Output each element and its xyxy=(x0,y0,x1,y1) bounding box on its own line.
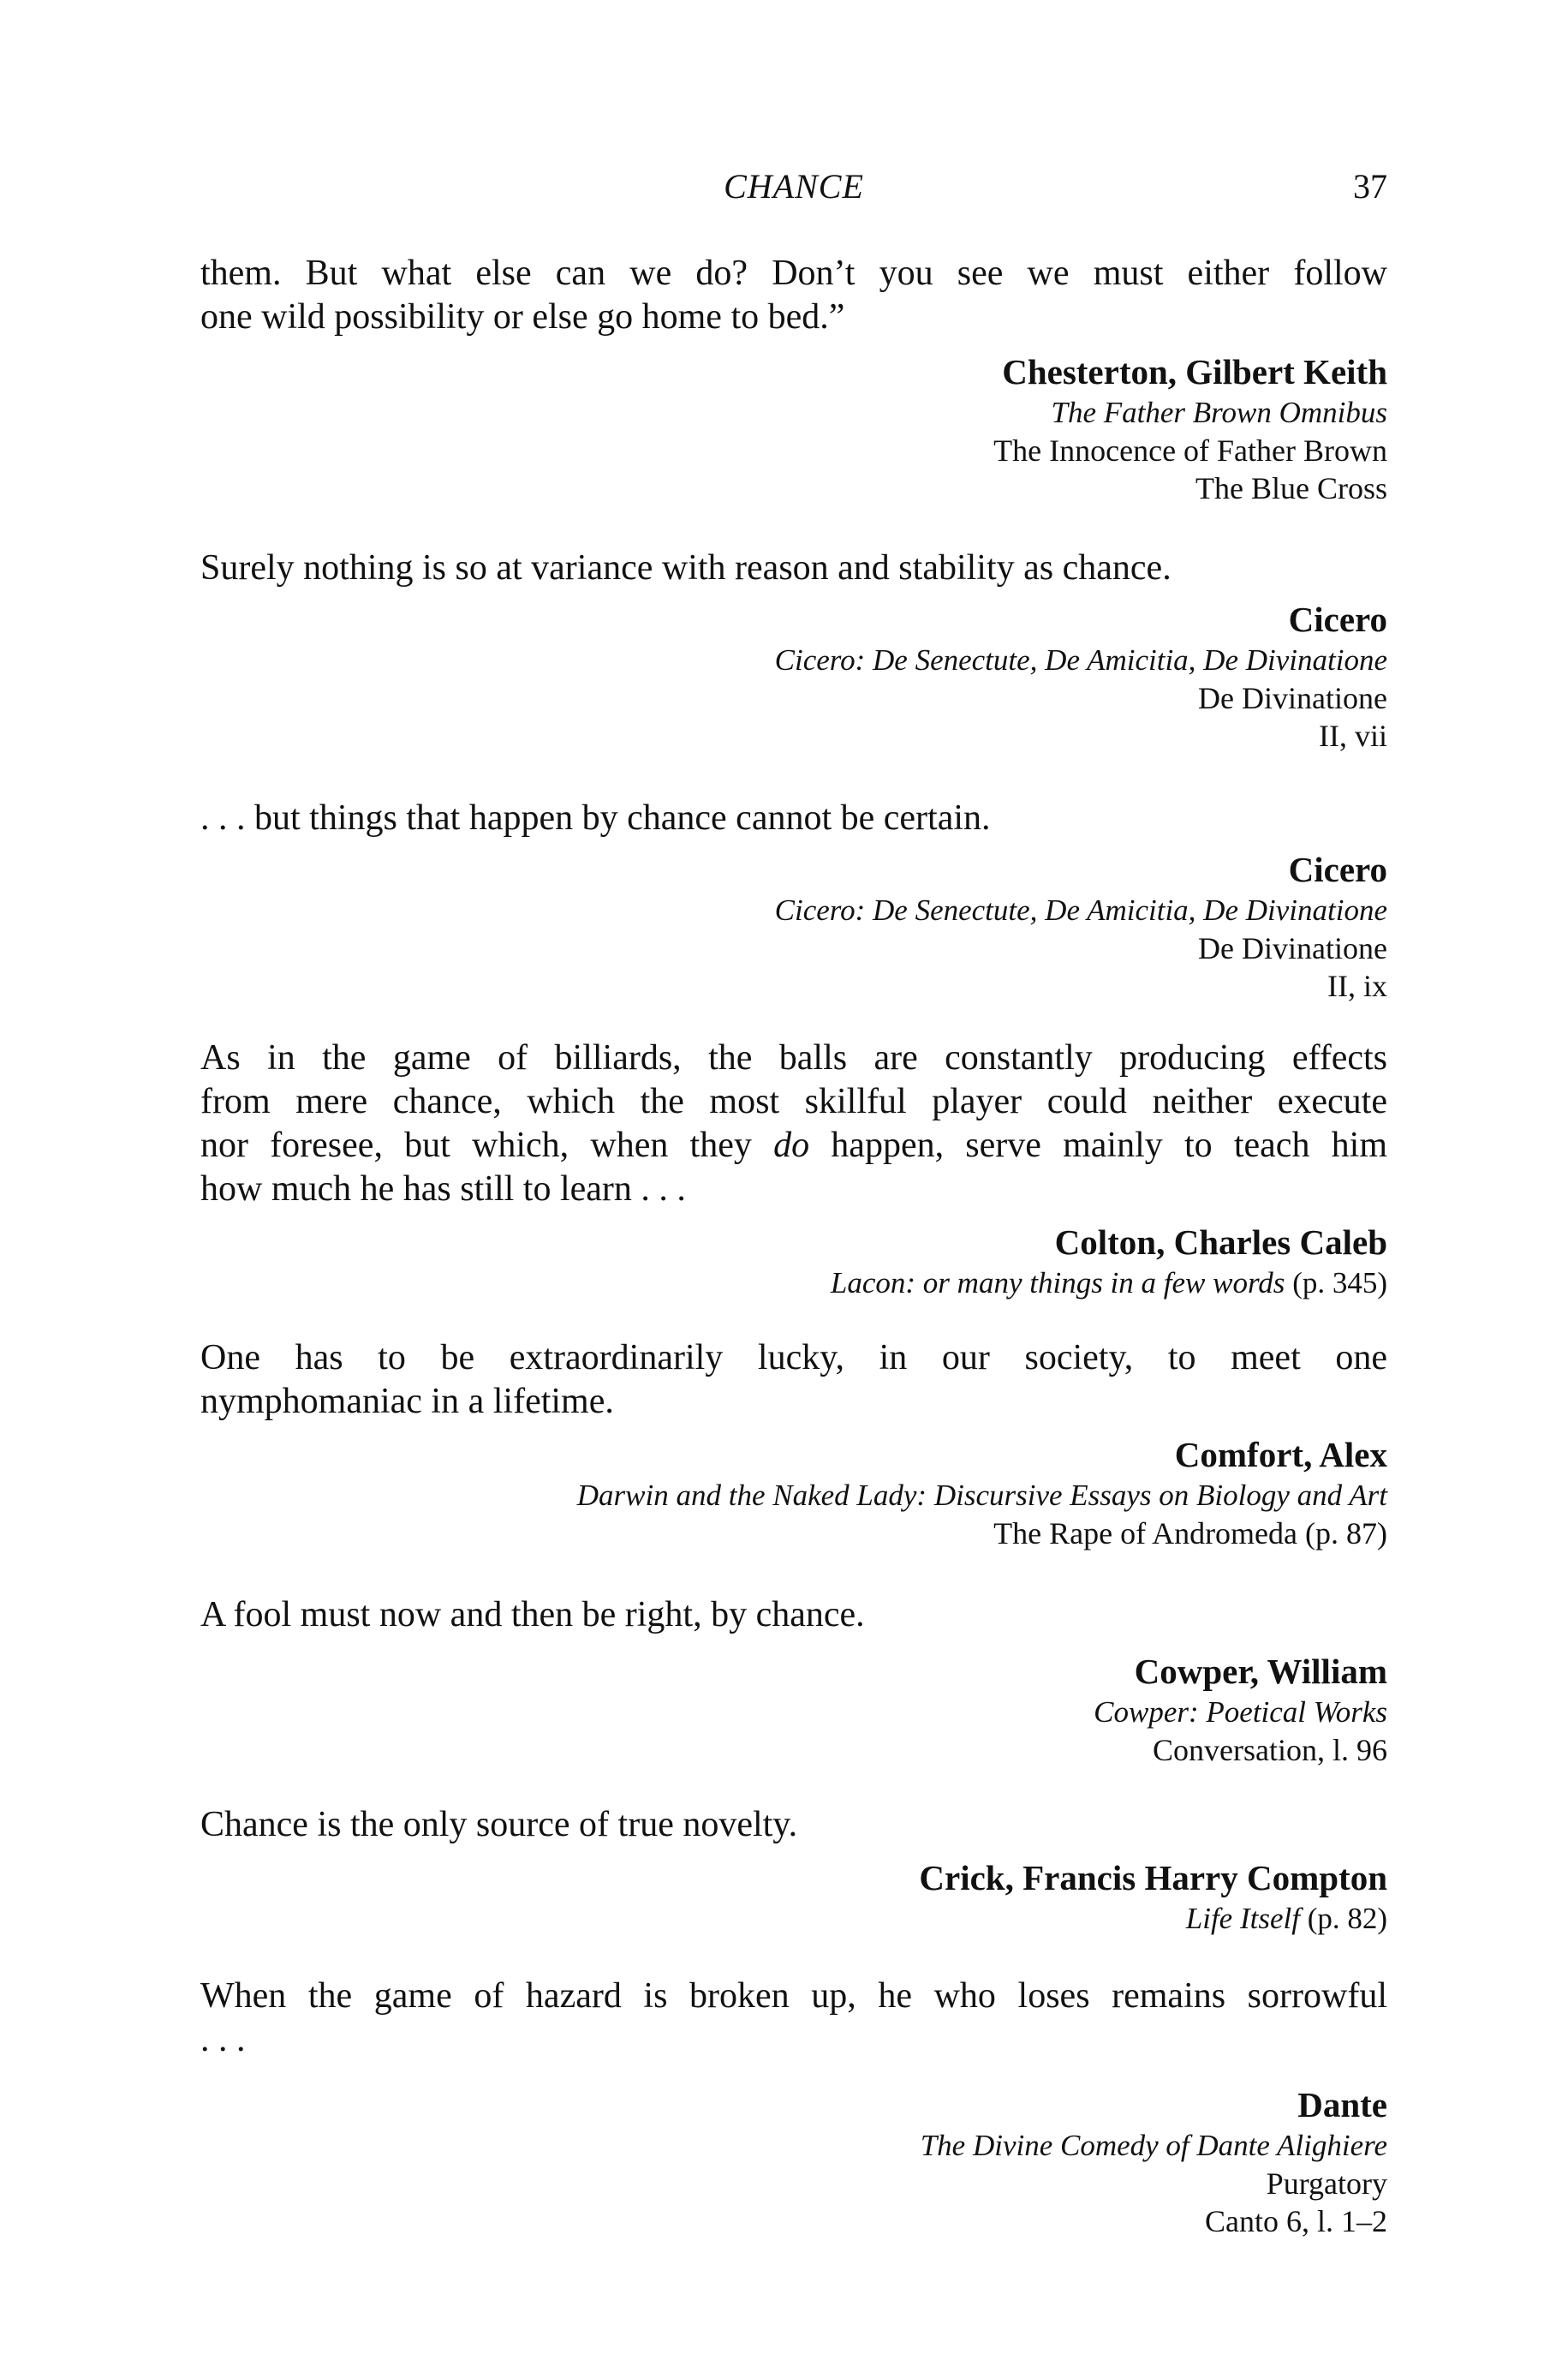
quote-line: When the game of hazard is broken up, he who loses remains sorrowful xyxy=(200,1976,1387,2016)
source-reference: Purgatory xyxy=(1266,2166,1387,2201)
source-reference: The Blue Cross xyxy=(1195,471,1387,505)
quote-line: One has to be extraordinarily lucky, in our society, to meet one xyxy=(200,1338,1387,1377)
quote-entry-cowper xyxy=(200,1593,1387,1769)
author-name: Cicero xyxy=(1288,600,1387,639)
author-name: Colton, Charles Caleb xyxy=(1054,1222,1387,1262)
source-title-text: Lacon: or many things in a few words xyxy=(830,1266,1285,1300)
quote-line: Surely nothing is so at variance with reason and stability as chance. xyxy=(200,548,1172,588)
source-title: Cicero: De Senectute, De Amicitia, De Divinatione xyxy=(774,893,1387,927)
source-reference: The Rape of Andromeda (p. 87) xyxy=(993,1516,1387,1550)
author-name: Dante xyxy=(1297,2085,1387,2124)
quote-text xyxy=(200,1336,1387,1424)
source-page: (p. 82) xyxy=(1299,1902,1387,1935)
source-title: Cicero: De Senectute, De Amicitia, De Divinatione xyxy=(774,643,1387,677)
author-name: Cicero xyxy=(1288,850,1387,889)
source-title xyxy=(200,1264,1387,1302)
quote-line: nymphomaniac in a lifetime. xyxy=(200,1382,614,1421)
author-name: Crick, Francis Harry Compton xyxy=(919,1858,1387,1897)
quote-line: how much he has still to learn . . . xyxy=(200,1169,686,1209)
quote-text xyxy=(200,1975,1387,2062)
quote-entry-cicero-ix xyxy=(200,797,1387,1005)
quote-line: them. But what else can we do? Don’t you see we must either follow xyxy=(200,254,1387,293)
quote-line: As in the game of billiards, the balls are constantly producing effects xyxy=(200,1038,1387,1078)
source-reference: De Divinatione xyxy=(1198,931,1387,965)
attribution xyxy=(200,1220,1387,1302)
quote-line: A fool must now and then be right, by chance. xyxy=(200,1595,865,1634)
author-name: Chesterton, Gilbert Keith xyxy=(1002,352,1387,391)
source-reference: Canto 6, l. 1–2 xyxy=(1205,2204,1387,2238)
quote-line: one wild possibility or else go home to bed.” xyxy=(200,297,845,337)
source-reference: De Divinatione xyxy=(1198,681,1387,715)
source-reference: II, ix xyxy=(1327,969,1387,1003)
quote-text xyxy=(200,1593,1387,1637)
attribution xyxy=(200,597,1387,755)
source-title xyxy=(200,1900,1387,1938)
quote-entry-comfort xyxy=(200,1336,1387,1552)
quote-line: . . . xyxy=(200,2020,246,2059)
source-title: Cowper: Poetical Works xyxy=(1094,1695,1387,1729)
quote-line: from mere chance, which the most skillful player could neither execute xyxy=(200,1082,1387,1121)
page-number: 37 xyxy=(1353,167,1387,206)
running-head: CHANCE xyxy=(724,167,864,206)
attribution xyxy=(200,350,1387,507)
attribution xyxy=(200,2082,1387,2240)
source-reference: The Innocence of Father Brown xyxy=(993,433,1387,468)
quote-text xyxy=(200,1037,1387,1211)
source-title-text: Life Itself xyxy=(1185,1902,1300,1935)
source-title: Darwin and the Naked Lady: Discursive Essays on Biology and Art xyxy=(576,1479,1387,1512)
quote-entry-colton xyxy=(200,1037,1387,1302)
source-reference: Conversation, l. 96 xyxy=(1153,1733,1387,1767)
attribution xyxy=(200,1432,1387,1552)
quote-line: . . . but things that happen by chance cannot be certain. xyxy=(200,798,991,838)
quote-entry-crick xyxy=(200,1803,1387,1938)
attribution xyxy=(200,1855,1387,1938)
page-header xyxy=(200,161,1387,212)
quote-line: nor foresee, but which, when they do happen, serve mainly to teach him xyxy=(200,1126,1387,1165)
source-page: (p. 345) xyxy=(1285,1266,1387,1300)
quote-entry-chesterton xyxy=(200,252,1387,507)
quote-line: Chance is the only source of true novelty. xyxy=(200,1805,798,1844)
quote-text xyxy=(200,252,1387,339)
source-reference: II, vii xyxy=(1319,719,1387,753)
quote-text xyxy=(200,547,1387,590)
author-name: Comfort, Alex xyxy=(1174,1435,1387,1474)
attribution xyxy=(200,1649,1387,1769)
quote-text xyxy=(200,1803,1387,1847)
attribution xyxy=(200,847,1387,1005)
quote-text xyxy=(200,797,1387,840)
quote-entry-cicero-vii xyxy=(200,547,1387,755)
source-title: The Divine Comedy of Dante Alighiere xyxy=(920,2129,1387,2162)
quote-entry-dante xyxy=(200,1975,1387,2240)
author-name: Cowper, William xyxy=(1134,1652,1387,1691)
source-title: The Father Brown Omnibus xyxy=(1051,396,1387,429)
